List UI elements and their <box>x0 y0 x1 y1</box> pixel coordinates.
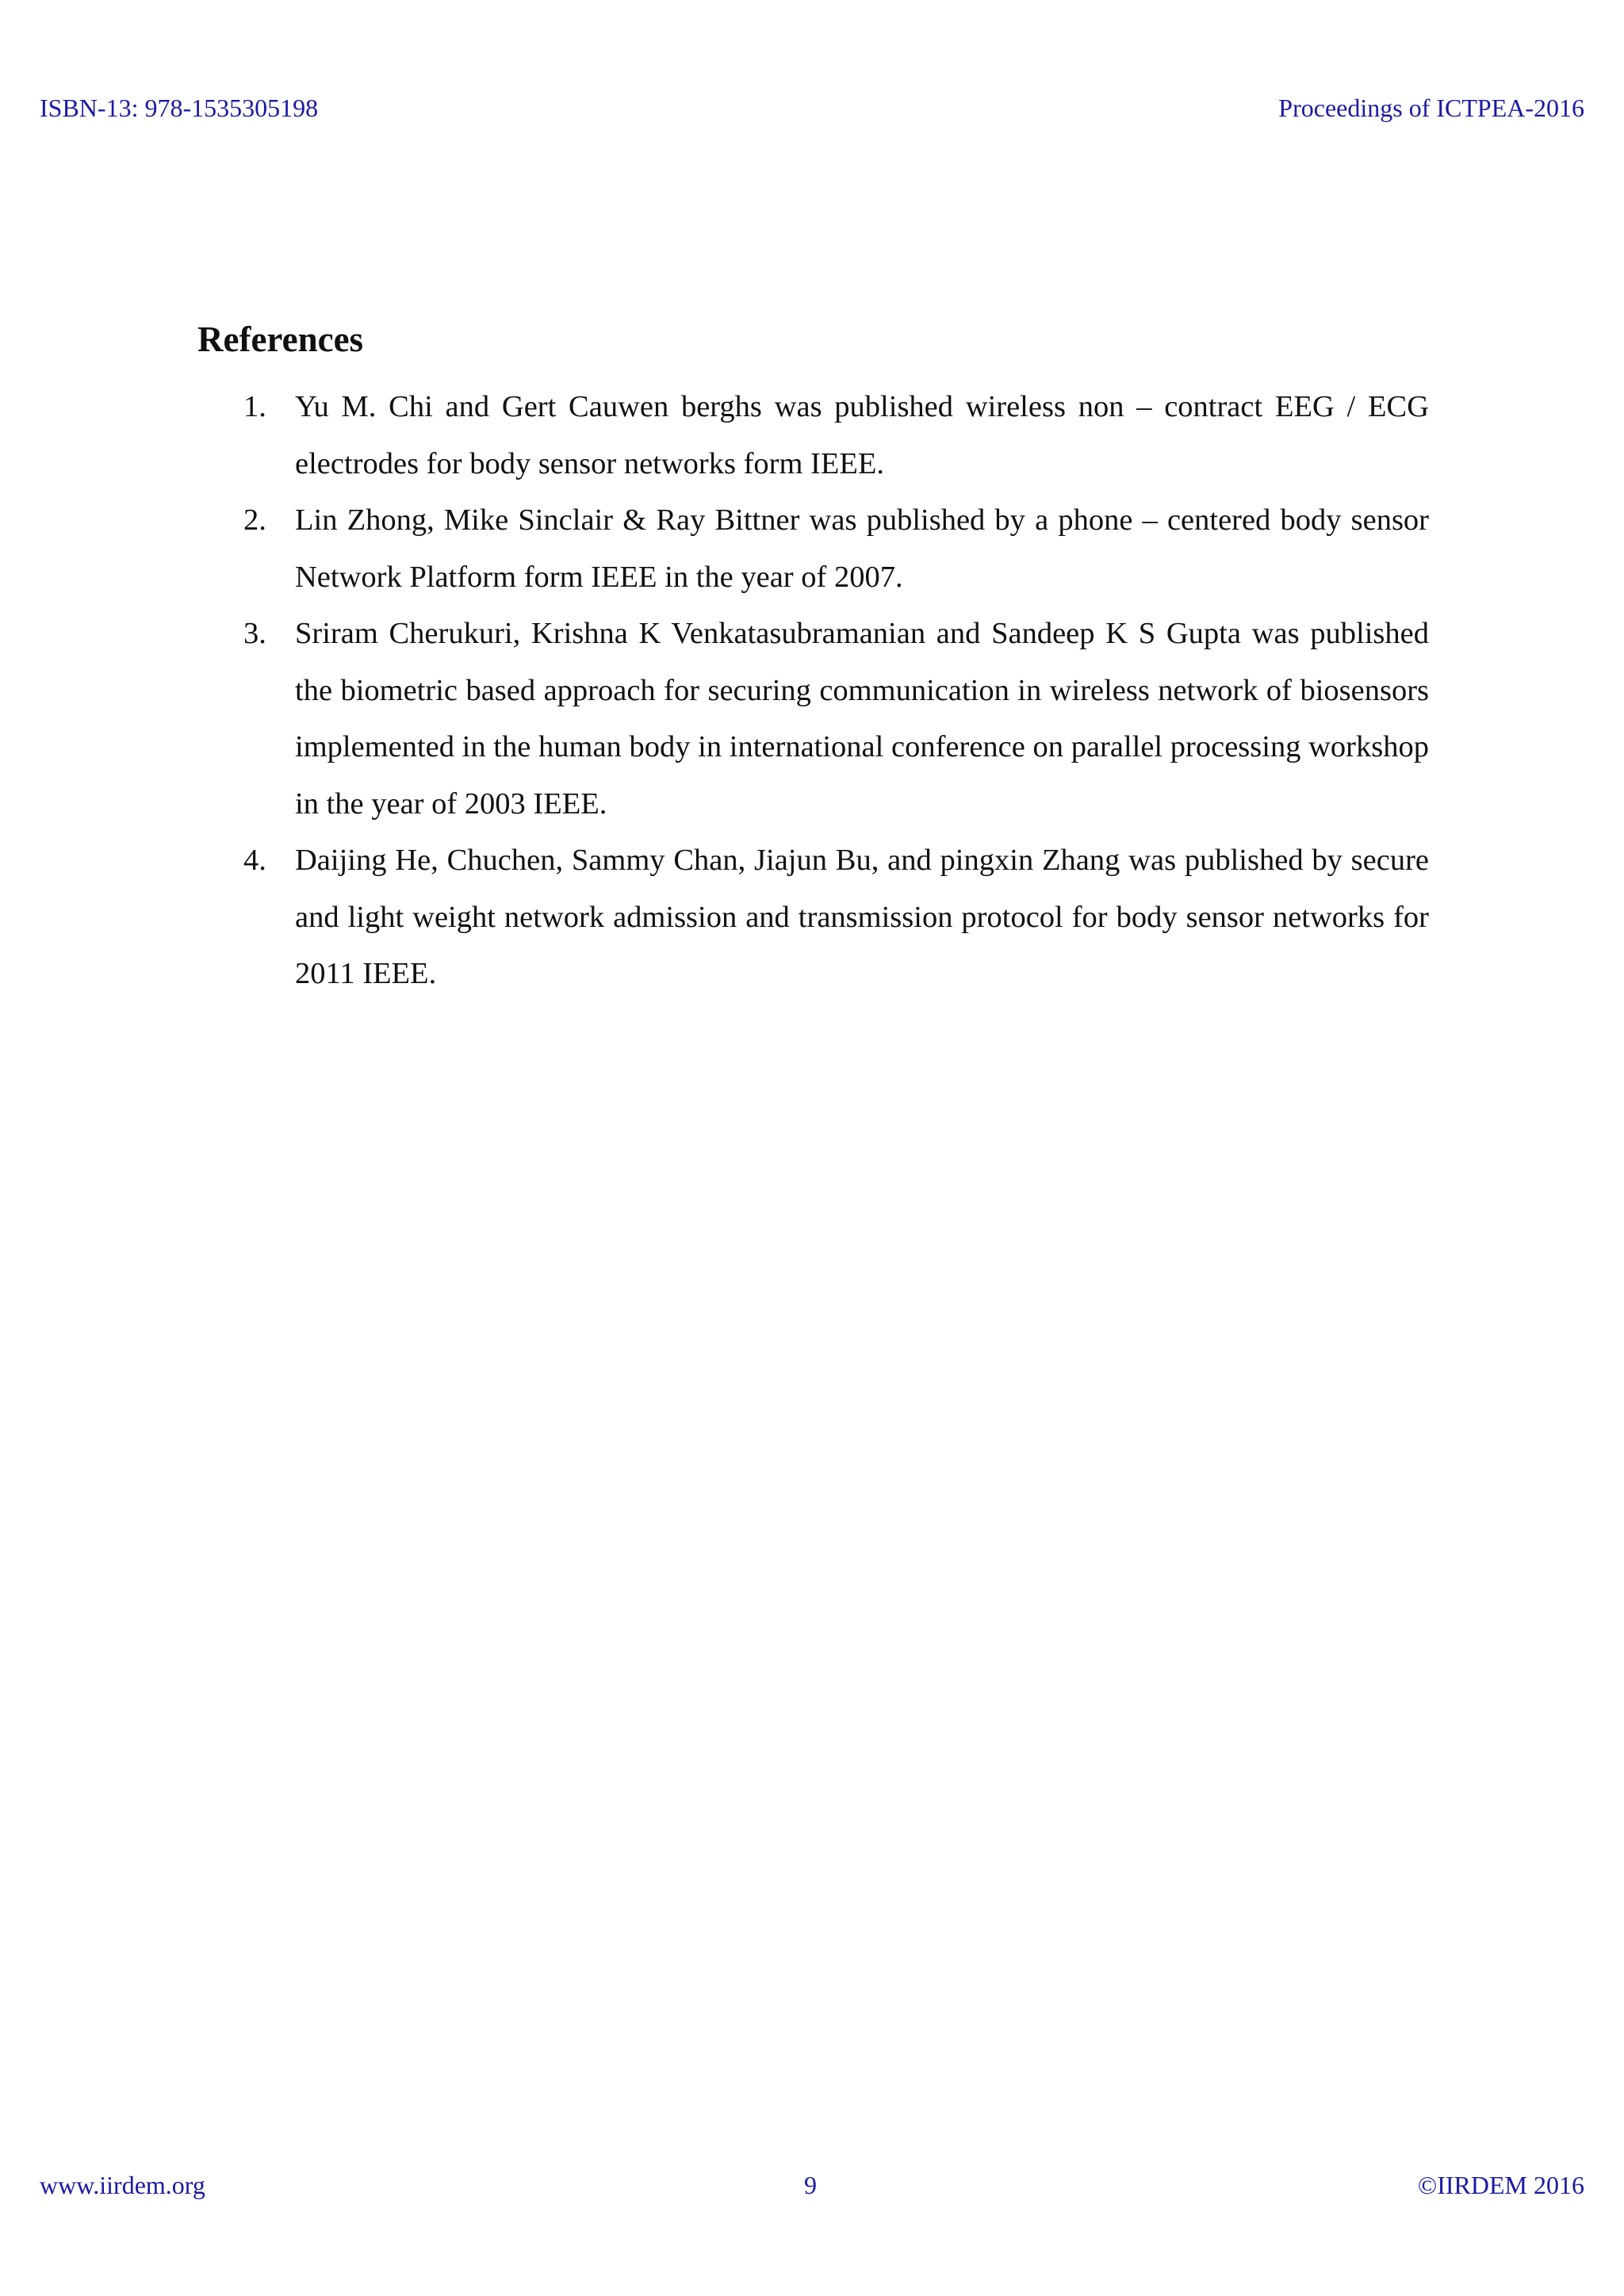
reference-number: 3. <box>243 617 266 650</box>
footer-website-link[interactable]: www.iirdem.org <box>40 2171 205 2199</box>
reference-item <box>197 492 1429 606</box>
references-heading: References <box>197 320 364 359</box>
reference-text: Daijing He, Chuchen, Sammy Chan, Jiajun Bu, and pingxin Zhang was published by secure and light weight network admission and transmission protocol for body sensor networks for 2011 IEEE. <box>295 844 1429 990</box>
reference-number: 1. <box>243 390 266 423</box>
reference-item <box>197 832 1429 1003</box>
reference-text: Lin Zhong, Mike Sinclair & Ray Bittner was published by a phone – centered body sensor Network Platform form IEEE in the year of 2007. <box>295 503 1429 594</box>
footer-page-number: 9 <box>804 2171 817 2199</box>
reference-text: Yu M. Chi and Gert Cauwen berghs was published wireless non – contract EEG / ECG electrodes for body sensor networks form IEEE. <box>295 390 1429 480</box>
reference-number: 2. <box>243 503 266 537</box>
references-list <box>197 379 1429 1003</box>
footer-copyright: ©IIRDEM 2016 <box>1417 2171 1584 2199</box>
reference-text: Sriram Cherukuri, Krishna K Venkatasubramanian and Sandeep K S Gupta was published the biometric based approach for securing communication in wireless network of biosensors implemented in the human body in international conference on parallel processing workshop in the year of 2003 IEEE. <box>295 617 1429 821</box>
header-proceedings: Proceedings of ICTPEA-2016 <box>1278 94 1584 122</box>
header-isbn: ISBN-13: 978-1535305198 <box>40 94 319 122</box>
reference-number: 4. <box>243 844 266 877</box>
reference-item <box>197 379 1429 492</box>
reference-item <box>197 606 1429 832</box>
